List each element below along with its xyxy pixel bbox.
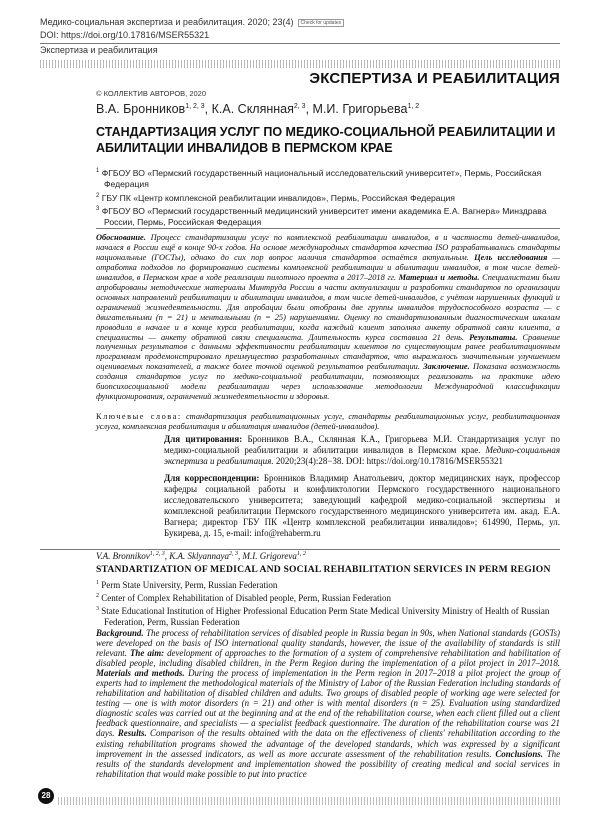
abstract-heading: Заключение. [423,362,470,372]
keywords-label: Ключевые слова: [96,412,182,421]
abstract-heading: Conclusions. [495,748,543,759]
abstract-text: During the process of implementation in the Perm region in 2017–2018 a pilot project the group of experts had to implement the methodological materials of the Ministry of Labor of the Russian Federation including standards of rehabilitation and habilitation of disabled children and adults. Two groups of disabled people of working age were selected for testing — one is with motor disorders (n = 21) and other is with mental disorders (n = 25). Evaluation using standardized diagnostic scales was carried out at the beginning and at the end of the rehabilitation course, when each client filled out a client feedback questionnaire, and specialists — a specialist feedback questionnaire. The duration of the rehabilitation course was 21 days. [96,668,560,739]
abstract-en [96,628,560,779]
doi-line[interactable]: DOI: https://doi.org/10.17816/MSER55321 [40,29,210,40]
author-name: M.I. Grigoreva [242,551,297,561]
abstract-heading: Materials and methods. [96,668,185,679]
abstract-heading: The aim: [130,648,165,659]
author-name: В.А. Бронников [96,102,186,116]
article-title-en: STANDARTIZATION OF MEDICAL AND SOCIAL REHABILITATION SERVICES IN PERM REGION [96,564,551,575]
abstract-text: Comparison of the results obtained with the data on the effectiveness of clients' rehabilitation according to the existing rehabilitation programs showed the advantage of the developed standards, which was expressed by a significant improvement in the assessed indicators, as well as more accurate assessment of the rehabilitation results. [96,728,560,759]
author-affil-sup: 2, 3 [293,102,306,110]
affil-num: 1 [96,168,100,174]
author-name: K.A. Sklyannaya [169,551,229,561]
keywords-ru [96,412,560,432]
citation-block [164,434,560,467]
cite-text: Бронников В.А., Склянная К.А., Григорьева М.И. Стандартизация услуг по медико-социальной реабилитации и абилитации инвалидов в Пермском крае. [164,434,561,455]
author-name: М.И. Григорьева [312,102,408,116]
affiliation-item [96,578,560,591]
affil-num: 2 [96,593,99,599]
author-list-en: V.A. Bronnikov$^{1, 2, 3}$, K.A. Sklyannaya$^{2, 3}$, M.I. Grigoreva$^{1, 2}$ [96,551,306,561]
abstract-ru [96,233,560,402]
abstract-text: The process of rehabilitation services of disabled people in Russia began in 90s, when National standards (GOSTs) were developed on the basis of ISO international quality standards, however, the issue of the availability of standards is still relevant. [96,628,560,659]
cite-tail[interactable]: 2020;23(4):28−38. DOI: https://doi.org/10.17816/MSER55321 [273,456,504,466]
affiliations-en [96,578,560,628]
abstract-heading: Цель исследования [474,252,548,262]
affiliation-item [96,604,560,628]
abstract-heading: Материал и методы. [398,272,480,282]
corr-text: Бронников Владимир Анатольевич, доктор медицинских наук, профессор кафедры социальной работы и конфликтологии Пермского государственного национального исследовательского университета; заведующий кафедрой медико-социальной экспертизы и комплексной реабилитации Пермского государственного медицинского университета им. акад. Е.А. Вагнера; директор ГБУ ПК «Центр комплексной реабилитации инвалидов»; 614990, Пермь, ул. Букирева, д. 15, e-mail: info@rehaberm.ru [164,473,561,538]
affil-num: 3 [96,205,100,212]
author-name: К.А. Склянная [211,102,294,116]
affiliations-ru [96,166,556,229]
author-list: В.А. Бронников$^{1, 2, 3}$, К.А. Склянная$^{2, 3}$, М.И. Григорьева$^{1, 2}$ [96,102,420,116]
affil-text: ФГБОУ ВО «Пермский государственный национальный исследовательский университет», Пермь, Российская Федерация [101,167,542,190]
page-number: 28 [38,788,54,804]
affiliation-item [96,191,556,204]
abstract-text: — отработка подходов по формированию системы комплексной реабилитации и абилитации инвалидов, в том числе детей-инвалидов, в Пермском крае в ходе реализации пилотного проекта в 2017–2018 гг. [96,252,560,282]
running-header [40,16,560,41]
affiliation-item [96,166,556,191]
section-heading: ЭКСПЕРТИЗА И РЕАБИЛИТАЦИЯ [309,70,560,87]
author-name: V.A. Bronnikov [96,551,150,561]
divider [96,228,560,229]
affil-text: Center of Complex Rehabilitation of Disabled people, Perm, Russian Federation [101,593,391,603]
abstract-text: development of approaches to the formation of a system of comprehensive rehabilitation and habilitation of disabled people, including disabled children, in the Perm Region during the implementation of a pilot project in 2017–2018. [96,648,561,669]
keywords-text: стандартизация реабилитационных услуг, стандарты реабилитационных услуг, реабилитационная услуга, комплексная реабилитация и абилитация инвалидов (детей-инвалидов). [96,412,560,431]
affil-num: 2 [96,192,100,199]
author-affil-sup: 1, 2, 3 [185,102,205,110]
abstract-heading: Background. [96,628,144,638]
affil-text: State Educational Institution of Higher Professional Education Perm State Medical University Ministry of Health of Russian Federation, Perm, Russian Federation [101,606,550,627]
copyright: © КОЛЛЕКТИВ АВТОРОВ, 2020 [96,89,207,98]
corr-label: Для корреспонденции: [164,473,260,483]
journal-line: Медико-социальная экспертиза и реабилитация. 2020; 23(4) [40,17,294,27]
decorative-band [40,60,560,68]
cite-journal: Медико-социальная экспертиза и реабилитация. [164,445,560,466]
abstract-text: Специалистами были апробированы методические материалы Минтруда России в части актуализации и разработки стандартов по организации основных направлений реабилитации и абилитации инвалидов, в том числе детей-инвалидов, с учётом нарушенных функций и ограничений жизнедеятельности. Для апробации были отобраны две группы инвалидов трудоспособного возраста — с двигательными (n = 21) и ментальными (n = 25) нарушениями. Оценку по стандартизованным диагностическим шкалам проводили в начале и в конце курса реабилитации, когда каждый клиент заполнял анкету обратной связи клиента, а специалисты — анкету обратной связи специалиста. Длительность курса составила 21 день. [96,272,560,342]
decorative-band [58,797,560,805]
article-title: СТАНДАРТИЗАЦИЯ УСЛУГ ПО МЕДИКО-СОЦИАЛЬНОЙ РЕАБИЛИТАЦИИ И АБИЛИТАЦИИ ИНВАЛИДОВ В ПЕРМСКОМ КРАЕ [96,125,556,155]
author-affil-sup: 1, 2, 3 [149,551,165,557]
abstract-text: The results of the standards development and implementation showed the possibility of creating medical and social services in rehabilitation that would make possible to put into practice [96,748,561,779]
abstract-text: Процесс стандартизации услуг по комплексной реабилитации инвалидов, в и частности детей-инвалидов, начался в России ещё в конце 90-х годов. На основе международных стандартов качества ISO разрабатывались стандарты национальные (ГОСТы), однако до сих пор вопрос наличия стандартов остаётся актуальным. [96,233,560,262]
affil-num: 1 [96,580,99,586]
author-affil-sup: 2, 3 [229,551,238,557]
divider [40,43,560,44]
abstract-text: Сравнение полученных результатов с данными эффективности реабилитации клиентов по существующим ранее реабилитационным программам продемонстрировало преимущество разработанных стандартов, что выражалось значительным улучшением оцениваемых показателей, а также более точной оценкой результатов реабилитации. [96,332,561,372]
affil-text: Perm State University, Perm, Russian Federation [101,580,278,590]
correspondence-block [164,473,560,539]
abstract-text: Показана возможность создания стандартов услуг по медико-социальной реабилитации, позволяющих реализовать на практике идею биопсихосоциальной модели реабилитации через использование методологии Международной классификации функционирования, ограничений жизнедеятельности и здоровья. [96,362,560,402]
abstract-heading: Результаты. [469,332,518,342]
cite-label: Для цитирования: [164,434,243,444]
affil-num: 3 [96,606,99,612]
author-affil-sup: 1, 2 [407,102,420,110]
abstract-heading: Results. [117,728,147,739]
affil-text: ГБУ ПК «Центр комплексной реабилитации инвалидов», Пермь, Российская Федерация [101,192,455,203]
affiliation-item [96,204,556,229]
abstract-heading: Обоснование. [96,233,146,242]
affiliation-item [96,591,560,604]
affil-text: ФГБОУ ВО «Пермский государственный медицинский университет имени академика Е.А. Вагнера» Минздрава России, Пермь, Российская Федерация [101,205,547,228]
divider [40,549,560,550]
author-affil-sup: 1, 2 [296,551,306,557]
section-label-small: Экспертиза и реабилитация [40,45,158,55]
check-for-updates-badge[interactable]: Check for updates [298,19,345,27]
